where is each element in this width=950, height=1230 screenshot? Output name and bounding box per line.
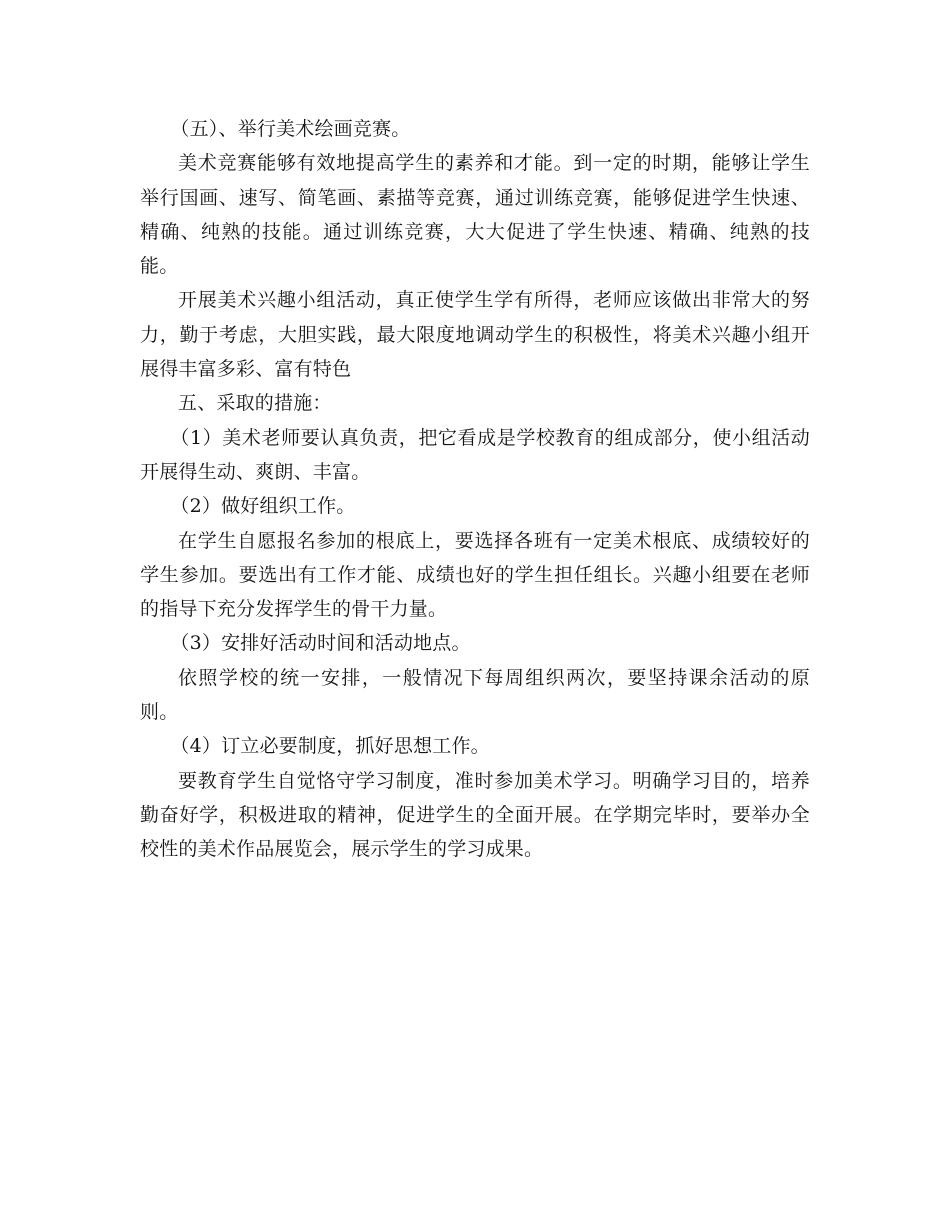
measure-item-1: （1）美术老师要认真负责，把它看成是学校教育的组成部分，使小组活动开展得生动、爽朗、丰富。 [140,426,810,483]
paragraph-competition: 美术竞赛能够有效地提高学生的素养和才能。到一定的时期，能够让学生举行国画、速写、简笔画、素描等竞赛，通过训练竞赛，能够促进学生快速、精确、纯熟的技能。通过训练竞赛，大大促进了学生快速、精确、纯熟的技能。 [140,152,810,278]
measure-item-3-heading: （3）安排好活动时间和活动地点。 [170,632,471,655]
section-heading-measures: 五、采取的措施： [178,392,332,415]
measure-item-2-heading: （2）做好组织工作。 [170,495,356,518]
measure-item-4-heading: （4）订立必要制度，抓好思想工作。 [170,735,490,758]
measure-item-2-body: 在学生自愿报名参加的根底上，要选择各班有一定美术根底、成绩较好的学生参加。要选出有工作才能、成绩也好的学生担任组长。兴趣小组要在老师的指导下充分发挥学生的骨干力量。 [140,529,810,621]
section-heading-competition: （五）、举行美术绘画竞赛。 [170,118,411,140]
document-body [140,112,810,867]
measure-item-4-body: 要教育学生自觉恪守学习制度，准时参加美术学习。明确学习目的，培养勤奋好学，积极进取的精神，促进学生的全面开展。在学期完毕时，要举办全校性的美术作品展览会，展示学生的学习成果。 [140,769,810,861]
measure-item-3-body: 依照学校的统一安排，一般情况下每周组织两次，要坚持课余活动的原则。 [140,666,810,724]
paragraph-summary: 开展美术兴趣小组活动，真正使学生学有所得，老师应该做出非常大的努力，勤于考虑，大胆实践，最大限度地调动学生的积极性，将美术兴趣小组开展得丰富多彩、富有特色 [140,289,810,381]
